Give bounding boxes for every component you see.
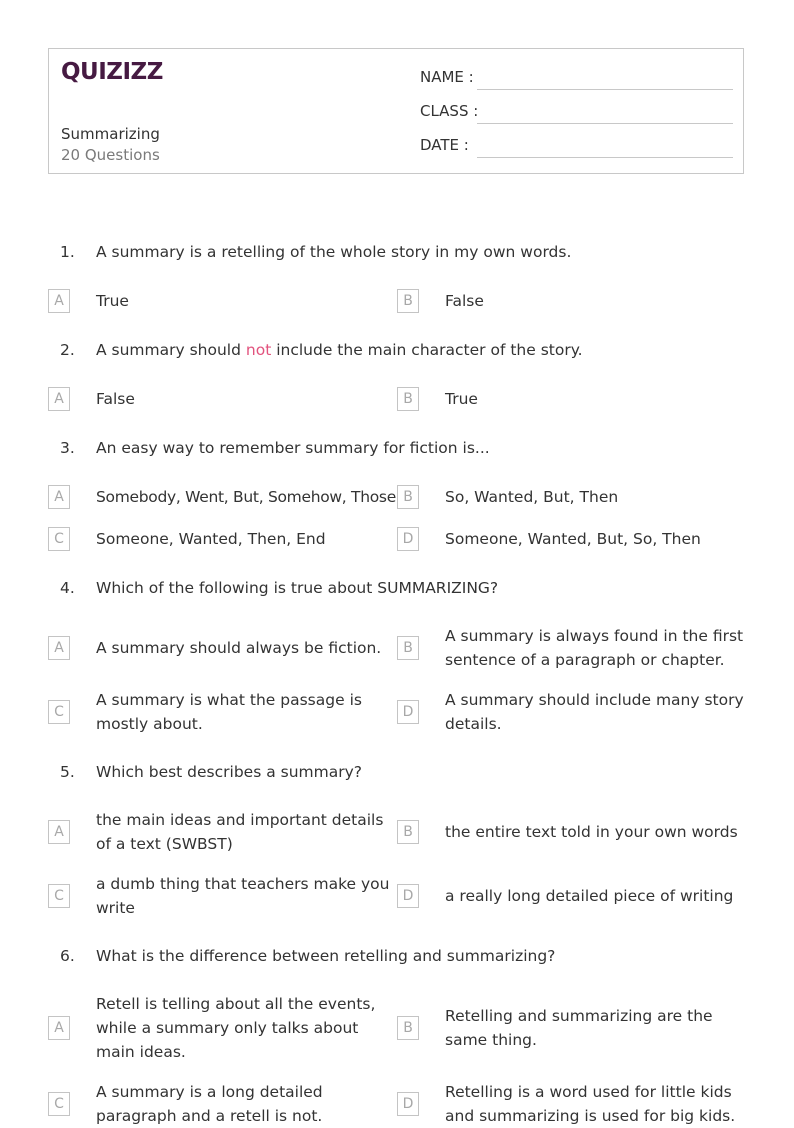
question-text: An easy way to remember summary for fiction is... xyxy=(96,439,490,457)
option-letter-box[interactable]: B xyxy=(397,289,419,313)
question-text-end: include the main character of the story. xyxy=(271,341,583,359)
option-letter-box[interactable]: C xyxy=(48,527,70,551)
option-text: the entire text told in your own words xyxy=(445,823,738,841)
option-text: A summary is what the passage is mostly about. xyxy=(96,691,362,733)
option-letter-box[interactable]: B xyxy=(397,636,419,660)
option-letter-box[interactable]: C xyxy=(48,700,70,724)
question-number: 6. xyxy=(60,947,75,965)
question-number: 5. xyxy=(60,763,75,781)
option-text: Retelling and summarizing are the same thing. xyxy=(445,1007,713,1049)
option-letter-box[interactable]: C xyxy=(48,1092,70,1116)
option-text: So, Wanted, But, Then xyxy=(445,488,619,506)
option-text: a dumb thing that teachers make you write xyxy=(96,875,390,917)
option-letter-box[interactable]: B xyxy=(397,485,419,509)
worksheet-title: Summarizing xyxy=(61,125,160,143)
option-text: Somebody, Went, But, Somehow, Those xyxy=(96,488,396,506)
option-letter-box[interactable]: A xyxy=(48,636,70,660)
option-text: Someone, Wanted, But, So, Then xyxy=(445,530,701,548)
option-text: False xyxy=(445,292,484,310)
option-letter-box[interactable]: A xyxy=(48,289,70,313)
option-letter-box[interactable]: A xyxy=(48,1016,70,1040)
option-letter-box[interactable]: D xyxy=(397,884,419,908)
question-number: 1. xyxy=(60,243,75,261)
date-label: DATE : xyxy=(420,136,469,154)
question-text: What is the difference between retelling and summarizing? xyxy=(96,947,556,965)
question-text xyxy=(96,338,746,362)
highlighted-word: not xyxy=(245,341,272,359)
option-text: A summary should include many story details. xyxy=(445,691,744,733)
option-letter-box[interactable]: B xyxy=(397,387,419,411)
question-text-start: A summary should xyxy=(96,341,246,359)
option-letter-box[interactable]: C xyxy=(48,884,70,908)
option-letter-box[interactable]: D xyxy=(397,527,419,551)
option-text: A summary should always be fiction. xyxy=(96,639,382,657)
class-label: CLASS : xyxy=(420,102,479,120)
question-count: 20 Questions xyxy=(61,146,160,164)
option-text: A summary is always found in the first sentence of a paragraph or chapter. xyxy=(445,627,744,669)
quizizz-logo: QUIZIZZ xyxy=(61,59,163,85)
option-text: the main ideas and important details of a text (SWBST) xyxy=(96,811,384,853)
option-text: True xyxy=(96,292,129,310)
name-line[interactable] xyxy=(477,89,733,90)
question-text: Which best describes a summary? xyxy=(96,763,363,781)
option-letter-box[interactable]: B xyxy=(397,820,419,844)
option-text: Retelling is a word used for little kids and summarizing is used for big kids. xyxy=(445,1083,736,1125)
option-letter-box[interactable]: D xyxy=(397,700,419,724)
option-letter-box[interactable]: A xyxy=(48,485,70,509)
option-text: False xyxy=(96,390,135,408)
option-letter-box[interactable]: A xyxy=(48,820,70,844)
option-text: Retell is telling about all the events, while a summary only talks about main ideas. xyxy=(96,995,376,1061)
date-line[interactable] xyxy=(477,157,733,158)
option-text: Someone, Wanted, Then, End xyxy=(96,530,326,548)
option-text: A summary is a long detailed paragraph and a retell is not. xyxy=(96,1083,323,1125)
question-number: 3. xyxy=(60,439,75,457)
question-number: 2. xyxy=(60,341,75,359)
option-letter-box[interactable]: A xyxy=(48,387,70,411)
option-text: a really long detailed piece of writing xyxy=(445,887,734,905)
class-line[interactable] xyxy=(477,123,733,124)
option-text: True xyxy=(445,390,478,408)
worksheet-header xyxy=(48,48,744,174)
option-letter-box[interactable]: B xyxy=(397,1016,419,1040)
question-number: 4. xyxy=(60,579,75,597)
question-text: A summary is a retelling of the whole story in my own words. xyxy=(96,243,572,261)
name-label: NAME : xyxy=(420,68,474,86)
option-letter-box[interactable]: D xyxy=(397,1092,419,1116)
question-text: Which of the following is true about SUMMARIZING? xyxy=(96,579,499,597)
